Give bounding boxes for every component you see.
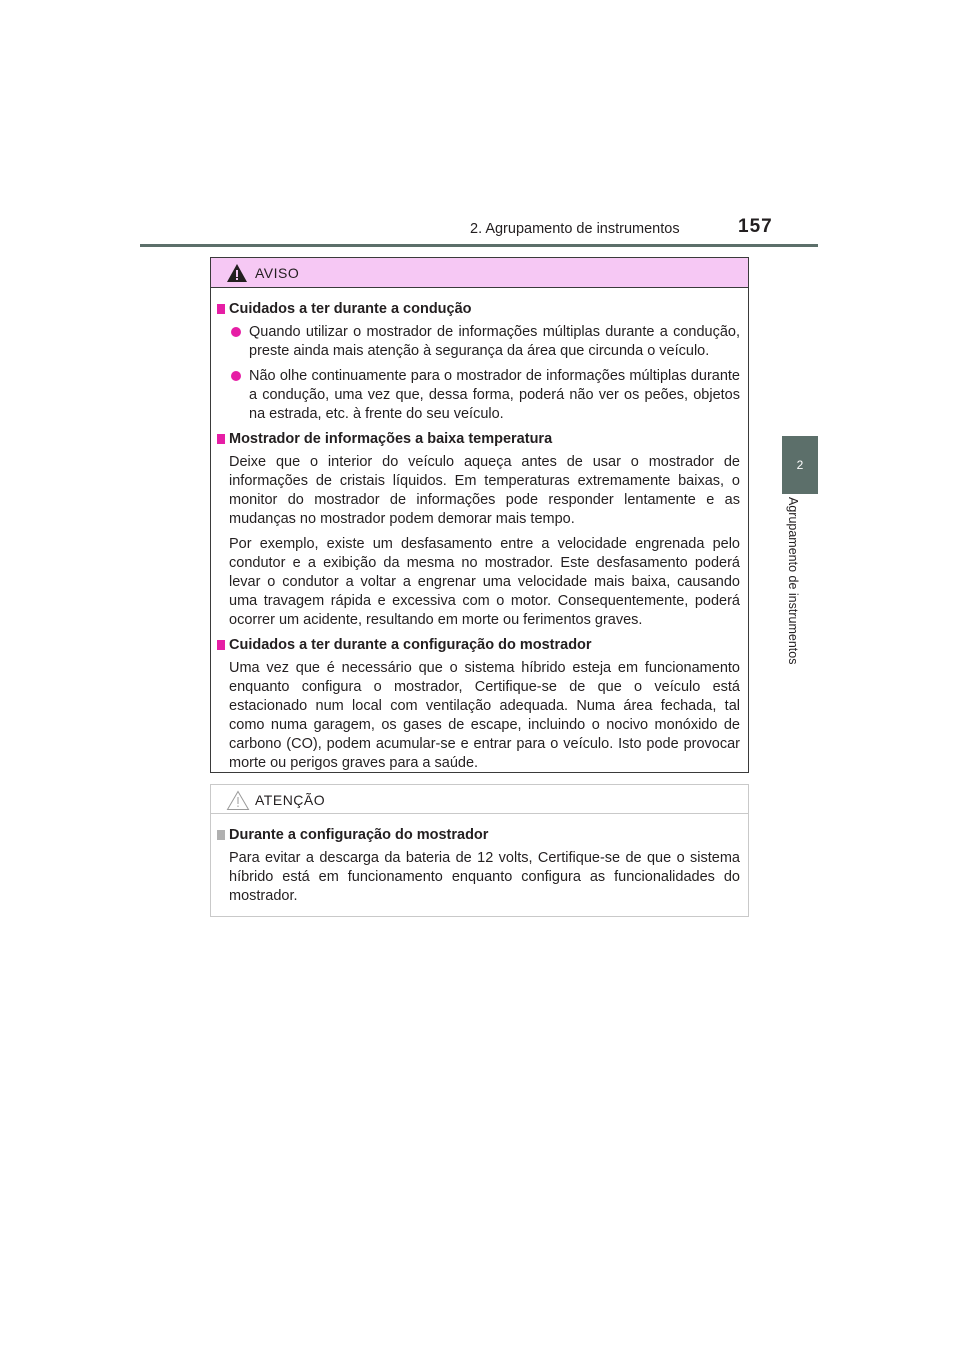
warning-header xyxy=(211,258,748,288)
caution-box xyxy=(210,784,749,917)
paragraph: Por exemplo, existe um desfasamento entre a velocidade engrenada pelo condutor e a exibição da mesma no mostrador. Este desfasamento poderá levar o condutor a voltar a engrenar uma velocidade mais baixa, causando uma travagem rápida e excessiva com o motor. Consequentemente, poderá ocorrer um acidente, resultando em morte ou ferimentos graves. xyxy=(229,536,740,628)
caution-header xyxy=(211,785,748,814)
square-bullet-icon xyxy=(217,434,225,444)
chapter-label-text: Agrupamento de instrumentos xyxy=(786,497,800,665)
paragraph: Para evitar a descarga da bateria de 12 volts, Certifique-se de que o sistema híbrido está em funcionamento enquanto configura as funcionalidades do mostrador. xyxy=(229,850,740,904)
circle-bullet-icon xyxy=(231,371,241,381)
circle-bullet-icon xyxy=(231,327,241,337)
section-heading: Cuidados a ter durante a configuração do mostrador xyxy=(217,636,740,655)
section-title: 2. Agrupamento de instrumentos xyxy=(470,221,680,237)
section-heading: Durante a configuração do mostrador xyxy=(217,826,740,845)
warning-box xyxy=(210,257,749,773)
square-bullet-icon xyxy=(217,830,225,840)
caution-title: ATENÇÃO xyxy=(255,792,326,808)
caution-icon xyxy=(226,790,250,811)
section-heading: Cuidados a ter durante a condução xyxy=(217,300,740,319)
paragraph: Deixe que o interior do veículo aqueça antes de usar o mostrador de informações de cristais líquidos. Em temperaturas extremamente baixas, o monitor do mostrador de informações pode responder lentamente e as mudanças no mostrador podem demorar mais tempo. xyxy=(229,454,740,527)
header-divider xyxy=(140,244,818,247)
warning-icon xyxy=(226,263,248,283)
chapter-tab: 2 xyxy=(782,436,818,494)
warning-title: AVISO xyxy=(255,265,300,281)
section-heading: Mostrador de informações a baixa temperatura xyxy=(217,430,740,449)
square-bullet-icon xyxy=(217,640,225,650)
paragraph: Uma vez que é necessário que o sistema híbrido esteja em funcionamento enquanto configura o mostrador, Certifique-se de que o veículo está estacionado num local com ventilação adequada. Numa área fechada, tal como numa garagem, os gases de escape, incluindo o nocivo monóxido de carbono (CO), podem acumular-se e entrar para o veículo. Isto pode provocar morte ou perigos graves para a saúde. xyxy=(229,660,740,771)
page-number: 157 xyxy=(738,216,773,237)
square-bullet-icon xyxy=(217,304,225,314)
list-item: Não olhe continuamente para o mostrador de informações múltiplas durante a condução, uma vez que, dessa forma, poderá não ver os peões, objetos na estrada, etc. à frente do seu veículo. xyxy=(217,367,740,424)
list-item: Quando utilizar o mostrador de informações múltiplas durante a condução, preste ainda mais atenção à segurança da área que circunda o veículo. xyxy=(217,323,740,361)
